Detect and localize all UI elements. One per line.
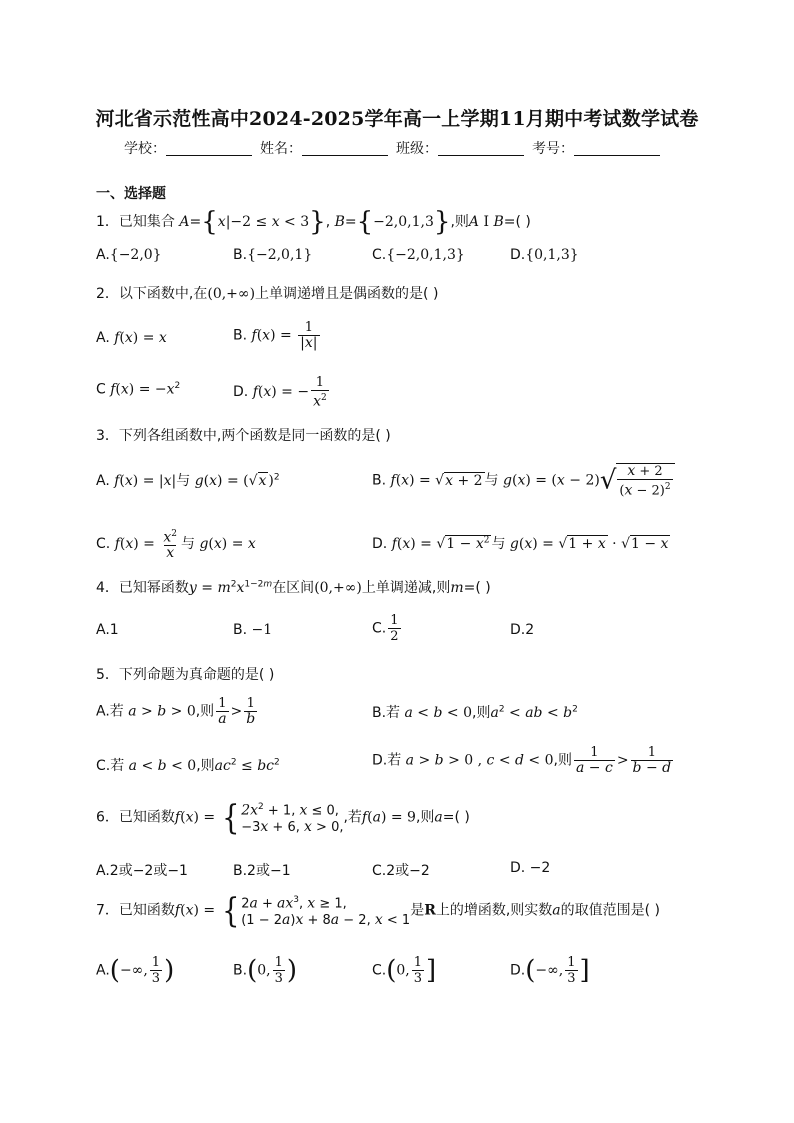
q2-option-a[interactable]: A. f(x) = x [96,330,167,346]
q3-option-d[interactable]: D. $f(x) = √1 - x^2$ 与 g(x) = √1 + x · √1 − x [372,535,669,552]
q7-option-b[interactable]: B.(0, $\frac{1}{3}$ ) [233,955,298,986]
q4-option-b[interactable]: B. −1 [233,622,273,638]
q2-option-c[interactable]: C $f(x) = -x^2$ [96,381,181,398]
q4-option-c[interactable]: C. $\frac{1}{2}$ [372,613,399,644]
q7-option-c[interactable]: C.(0, $\frac{1}{3}$ ] [372,955,437,986]
q5-option-a[interactable]: A.若 a > b > 0,则 $\frac{1}{a}$ > $\frac{1}{b}$ [96,696,256,727]
question-5: 5．下列命题为真命题的是( ) [96,667,275,683]
q3-option-a[interactable]: A. f(x) = |x|与 g(x) = (√x )$^2$ [96,472,280,489]
q4-option-a[interactable]: A.1 [96,622,119,638]
q7-option-a[interactable]: A.(−∞, $\frac{1}{3}$ ) [96,955,175,986]
q1-option-b[interactable]: B.{−2,0,1} [233,247,313,263]
question-7: 7．已知函数f(x) = { $2a + ax^3$, x ≥ 1, (1 − 2a)x + 8a − 2, x < 1 是R上的增函数,则实数a的取值范围是( ) [96,890,661,931]
q2-option-d[interactable]: D. f(x) = − $\frac{1}{x^2}$ [233,375,327,410]
section-heading: 一、选择题 [96,186,166,202]
q5-option-c[interactable]: C.若 a < b < 0,则$ac^2 \le bc^2$ [96,757,280,774]
school-field: 学校： [124,138,252,158]
exam-number-field: 考号： [532,138,660,158]
q6-option-d[interactable]: D. −2 [510,860,551,876]
q1-option-c[interactable]: C.{−2,0,1,3} [372,247,465,263]
page-title: 河北省示范性高中2024-2025学年高一上学期11月期中考试数学试卷 [95,108,699,130]
q4-option-d[interactable]: D.2 [510,622,535,638]
question-2: 2．以下函数中,在(0,+∞)上单调递增且是偶函数的是( ) [96,286,439,302]
q5-option-b[interactable]: B.若 a < b < 0,则$a^2$ < ab < $b^2$ [372,704,578,721]
q1-option-d[interactable]: D.{0,1,3} [510,247,579,263]
q2-option-b[interactable]: B. f(x) = $\frac{1}{|x|}$ [233,320,318,351]
q6-option-c[interactable]: C.2或−2 [372,863,430,879]
q1-option-a[interactable]: A.{−2,0} [96,247,162,263]
q6-option-b[interactable]: B.2或−1 [233,863,291,879]
class-field: 班级： [396,138,524,158]
q6-option-a[interactable]: A.2或−2或−1 [96,863,188,879]
q7-option-d[interactable]: D.(−∞, $\frac{1}{3}$ ] [510,955,590,986]
q5-option-d[interactable]: D.若 a > b > 0 , c < d < 0,则 $\frac{1}{a - c}$ > $\frac{1}{b - d}$ [372,745,672,776]
question-4: 4．已知幂函数$y = m^2x^{1-2m}$在区间(0,+∞)上单调递减,则m=( ) [96,579,491,596]
question-3: 3．下列各组函数中,两个函数是同一函数的是( ) [96,428,391,444]
question-1: 1．已知集合 A={x|−2 ≤ x < 3}, B={−2,0,1,3},则A I B=( ) [96,207,531,237]
q3-option-c[interactable]: C. f(x) = $\frac{x^2}{x}$ 与 g(x) = x [96,529,256,562]
name-field: 姓名： [260,138,388,158]
q3-option-b[interactable]: B. f(x) = √x + 2 与 g(x) = (x − 2)√ $\frac{x + 2}{(x - 2)^2}$ [372,463,677,498]
question-6: 6．已知函数f(x) = { $2x^2 + 1$, x ≤ 0, −3x + 6, x > 0, ,若f(a) = 9,则a=( ) [96,797,470,838]
